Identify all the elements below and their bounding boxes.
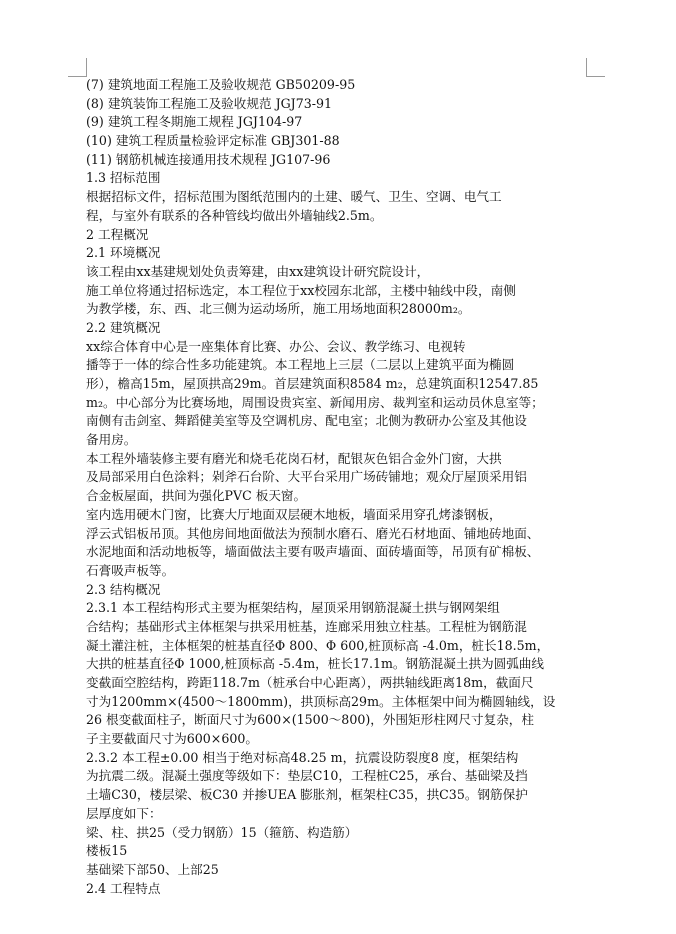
text-line: 基础梁下部50、上部25 <box>86 861 219 877</box>
document-text-body <box>86 76 586 898</box>
text-line: xx综合体育中心是一座集体育比赛、办公、会议、教学练习、电视转 <box>86 338 466 354</box>
text-line: 备用房。 <box>86 432 137 448</box>
text-line: (7) 建筑地面工程施工及验收规范 GB50209-95 <box>86 77 356 92</box>
text-line: (8) 建筑装饰工程施工及验收规范 JGJ73-91 <box>86 95 333 111</box>
text-line: 形），檐高15m，屋顶拱高29m。首层建筑面积8584 m₂，总建筑面积12547.85 <box>86 376 539 391</box>
text-line: 大拱的桩基直径Φ 1000,桩顶标高 -5.4m，桩长17.1m。钢筋混凝土拱为圆弧曲线 <box>86 656 545 672</box>
text-line: 凝土灌注桩，主体框架的桩基直径Φ 800、Φ 600,桩顶标高 -4.0m，桩长18.5m， <box>86 637 550 653</box>
text-line: 为抗震二级。混凝土强度等级如下：垫层C10，工程桩C25，承台、基础梁及挡 <box>86 768 528 784</box>
text-line: 梁、柱、拱25（受力钢筋）15（箍筋、构造筋） <box>86 824 358 840</box>
text-line: 2.3.2 本工程±0.00 相当于绝对标高48.25 m，抗震设防裂度8 度，框架结构 <box>86 749 519 765</box>
text-line: 石膏吸声板等。 <box>86 562 175 578</box>
text-line: (9) 建筑工程冬期施工规程 JGJ104-97 <box>86 114 303 130</box>
text-line: 2.3 结构概况 <box>86 581 161 597</box>
text-line: 本工程外墙装修主要有磨光和烧毛花岗石材，配银灰色铝合金外门窗，大拱 <box>86 450 502 466</box>
text-line: 施工单位将通过招标选定，本工程位于xx校园东北部，主楼中轴线中段，南侧 <box>86 282 516 298</box>
text-line: 浮云式铝板吊顶。其他房间地面做法为预制水磨石、磨光石材地面、铺地砖地面、 <box>86 525 540 541</box>
margin-corner-mark-top-right <box>586 58 605 77</box>
text-line: 播等于一体的综合性多功能建筑。本工程地上三层（二层以上建筑平面为椭圆 <box>86 357 515 373</box>
text-line: 变截面空腔结构，跨距118.7m（桩承台中心距离），两拱轴线距离18m，截面尺 <box>86 675 534 690</box>
text-line: 室内选用硬木门窗，比赛大厅地面双层硬木地板，墙面采用穿孔烤漆钢板， <box>86 506 502 522</box>
text-line: 程，与室外有联系的各种管线均做出外墙轴线2.5m。 <box>86 207 383 223</box>
text-line: 根据招标文件，招标范围为图纸范围内的土建、暖气、卫生、空调、电气工 <box>86 189 502 205</box>
text-line: 及局部采用白色涂料；剁斧石台阶、大平台采用广场砖铺地；观众厅屋顶采用铝 <box>86 469 527 485</box>
text-line: 土墙C30，楼层梁、板C30 并掺UEA 膨胀剂，框架柱C35，拱C35。钢筋保护 <box>86 787 528 803</box>
text-line: 为教学楼，东、西、北三侧为运动场所，施工用场地面积28000m₂。 <box>86 301 471 317</box>
text-line: 楼板15 <box>86 843 128 859</box>
text-line: (10) 建筑工程质量检验评定标准 GBJ301-88 <box>86 133 340 149</box>
text-line: 子主要截面尺寸为600×600。 <box>86 731 258 747</box>
text-line: 2 工程概况 <box>86 226 149 242</box>
text-line: 2.4 工程特点 <box>86 880 161 896</box>
text-line: 2.1 环境概况 <box>86 245 161 261</box>
text-line: 层厚度如下： <box>86 805 162 821</box>
margin-corner-mark-top-left <box>68 58 87 77</box>
text-line: 1.3 招标范围 <box>86 170 161 186</box>
text-line: (11) 钢筋机械连接通用技术规程 JG107-96 <box>86 151 331 167</box>
text-line: 寸为1200mm×(4500～1800mm)，拱顶标高29m。主体框架中间为椭圆轴线，设 <box>86 693 556 709</box>
text-line: 合金板屋面，拱间为强化PVC 板天窗。 <box>86 488 307 504</box>
text-line: 2.3.1 本工程结构形式主要为框架结构，屋顶采用钢筋混凝土拱与钢网架组 <box>86 600 500 616</box>
text-line: 南侧有击剑室、舞蹈健美室等及空调机房、配电室；北侧为教研办公室及其他设 <box>86 413 527 429</box>
text-line: 26 根变截面柱子，断面尺寸为600×(1500～800)，外围矩形柱网尺寸复杂，柱 <box>86 712 534 728</box>
text-line: 2.2 建筑概况 <box>86 319 161 335</box>
text-line: 该工程由xx基建规划处负责筹建，由xx建筑设计研究院设计， <box>86 263 430 279</box>
text-line: 合结构；基础形式主体框架与拱采用桩基，连廊采用独立柱基。工程桩为钢筋混 <box>86 618 527 634</box>
text-line: m₂。中心部分为比赛场地，周围设贵宾室、新闻用房、裁判室和运动员休息室等； <box>86 394 544 410</box>
text-line: 水泥地面和活动地板等，墙面做法主要有吸声墙面、面砖墙面等，吊顶有矿棉板、 <box>86 544 540 560</box>
